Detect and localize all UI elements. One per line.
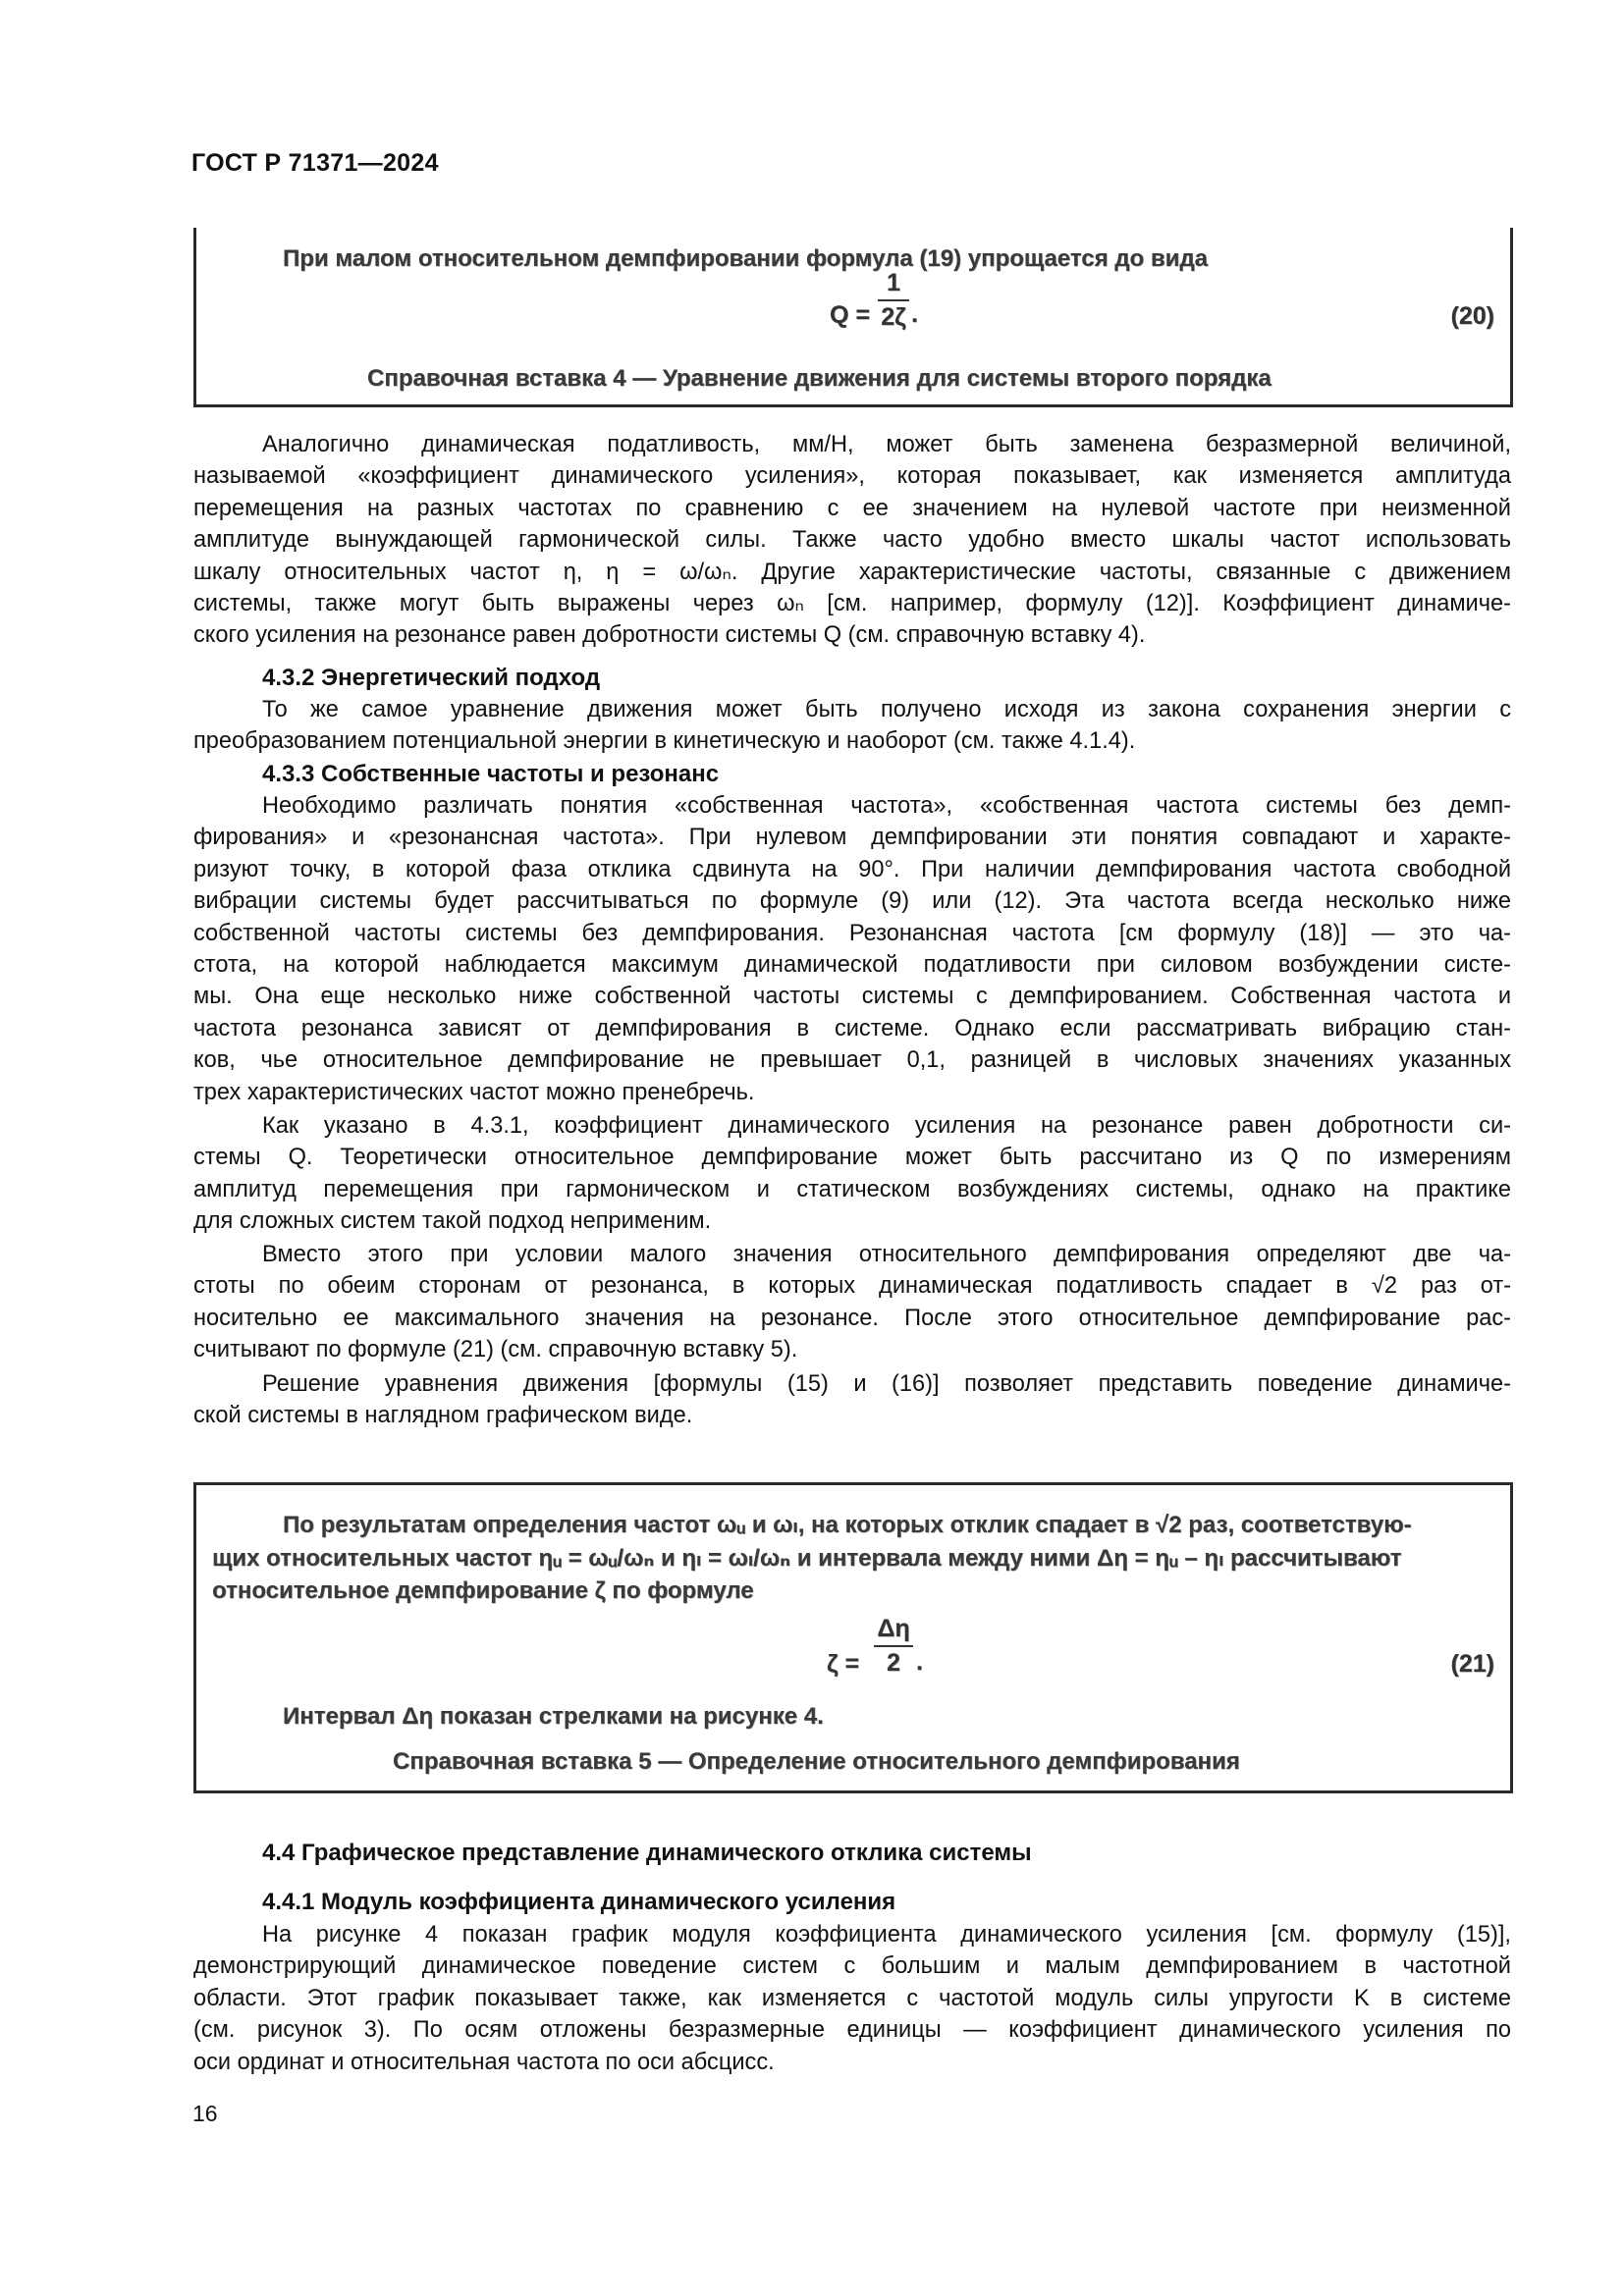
- reference-insert-4: [193, 228, 1513, 407]
- insert-4-intro: При малом относительном демпфировании формула (19) упрощается до вида: [283, 245, 1208, 272]
- heading-4-4: 4.4 Графическое представление динамического отклика системы: [262, 1840, 1032, 1866]
- insert-5-note: Интервал Δη показан стрелками на рисунке 4.: [283, 1703, 824, 1730]
- paragraph-quality-factor: Как указано в 4.3.1, коэффициент динамического усиления на резонансе равен добротности си- стемы Q. Теоретически относительное демпфирование может быть рассчитано из Q по измерениям амплитуд перемещения при гармоническом и статическом возбуждениях системы, однако на практике для сложных систем такой подход неприменим.: [193, 1113, 1511, 1235]
- equation-number-20: (20): [1450, 302, 1494, 330]
- paragraph-dynamic-gain: Аналогично динамическая податливость, мм/Н, может быть заменена безразмерной величиной, называемой «коэффициент динамического усиления», которая показывает, как изменяется амплитуда перемещения на разных частотах по сравнению с ее значением на нулевой частоте при неизменной амплитуде вынуждающей гармонической силы. Также часто удобно вместо шкалы частот использовать шкалу относительных частот η, η = ω/ωₙ. Другие характеристические частоты, связанные с движением системы, также могут быть выражены через ωₙ [см. например, формулу (12)]. Коэффициент динамиче- ского усиления на резонансе равен добротности системы Q (см. справочную вставку 4).: [193, 432, 1511, 649]
- equation-number-21: (21): [1450, 1650, 1494, 1678]
- insert-4-caption: Справочная вставка 4 — Уравнение движения для системы второго порядка: [367, 365, 1272, 392]
- reference-insert-5: [193, 1482, 1513, 1793]
- insert-5-line-3: относительное демпфирование ζ по формуле: [212, 1577, 754, 1604]
- formula-21-period: .: [916, 1648, 923, 1676]
- heading-4-3-2: 4.3.2 Энергетический подход: [262, 665, 601, 691]
- formula-20-lhs: Q =: [830, 301, 870, 329]
- paragraph-graphical-view: Решение уравнения движения [формулы (15) и (16)] позволяет представить поведение динамиче- ской системы в наглядном графическом виде.: [193, 1371, 1511, 1429]
- paragraph-natural-frequencies: Необходимо различать понятия «собственная частота», «собственная частота системы без демп- фирования» и «резонансная частота». При нулевом демпфировании эти понятия совпадают и характе- ризуют точку, в которой фаза отклика сдвинута на 90°. При наличии демпфирования частота свободной вибрации системы будет рассчитываться по формуле (9) или (12). Эта частота всегда несколько ниже собственной частоты системы без демпфирования. Резонансная частота [см формулу (18)] — это ча- стота, на которой наблюдается максимум динамической податливости при силовом возбуждении систе- мы. Она еще несколько ниже собственной частоты системы с демпфированием. Собственная частота и частота резонанса зависят от демпфирования в системе. Однако если рассматривать вибрацию стан- ков, чье относительное демпфирование не превышает 0,1, разницей в числовых значениях указанных трех характеристических частот можно пренебречь.: [193, 793, 1511, 1105]
- insert-5-caption: Справочная вставка 5 — Определение относительного демпфирования: [393, 1748, 1240, 1775]
- formula-21-lhs: ζ =: [827, 1650, 860, 1678]
- formula-21-fraction: Δη 2: [874, 1615, 913, 1678]
- paragraph-gain-modulus: На рисунке 4 показан график модуля коэффициента динамического усиления [см. формулу (15)], демонстрирующий динамическое поведение систем с большим и малым демпфированием в частотной области. Этот график показывает также, как изменяется с частотой модуль силы упругости K в системе (см. рисунок 3). По осям отложены безразмерные единицы — коэффициент динамического усиления по оси ординат и относительная частота по оси абсцисс.: [193, 1922, 1511, 2075]
- page-number: 16: [192, 2101, 218, 2126]
- paragraph-half-power: Вместо этого при условии малого значения относительного демпфирования определяют две ча- стоты по обеим сторонам от резонанса, в которых динамическая податливость спадает в √2 раз от- носительно ее максимального значения на резонансе. После этого относительное демпфирование рас- считывают по формуле (21) (см. справочную вставку 5).: [193, 1242, 1511, 1363]
- paragraph-energy-approach: То же самое уравнение движения может быть получено исходя из закона сохранения энергии с преобразованием потенциальной энергии в кинетическую и наоборот (см. также 4.1.4).: [193, 697, 1511, 755]
- heading-4-3-3: 4.3.3 Собственные частоты и резонанс: [262, 761, 720, 787]
- heading-4-4-1: 4.4.1 Модуль коэффициента динамического усиления: [262, 1889, 896, 1915]
- document-header: ГОСТ Р 71371—2024: [191, 149, 439, 177]
- insert-5-line-1: По результатам определения частот ωᵤ и ωₗ, на которых отклик спадает в √2 раз, соответствую-: [283, 1512, 1412, 1538]
- insert-5-line-2: щих относительных частот ηᵤ = ωᵤ/ωₙ и ηₗ = ωₗ/ωₙ и интервала между ними Δη = ηᵤ – ηₗ рассчитывают: [212, 1545, 1402, 1572]
- formula-20-fraction: 1 2ζ: [878, 269, 909, 332]
- formula-20-period: .: [911, 300, 918, 328]
